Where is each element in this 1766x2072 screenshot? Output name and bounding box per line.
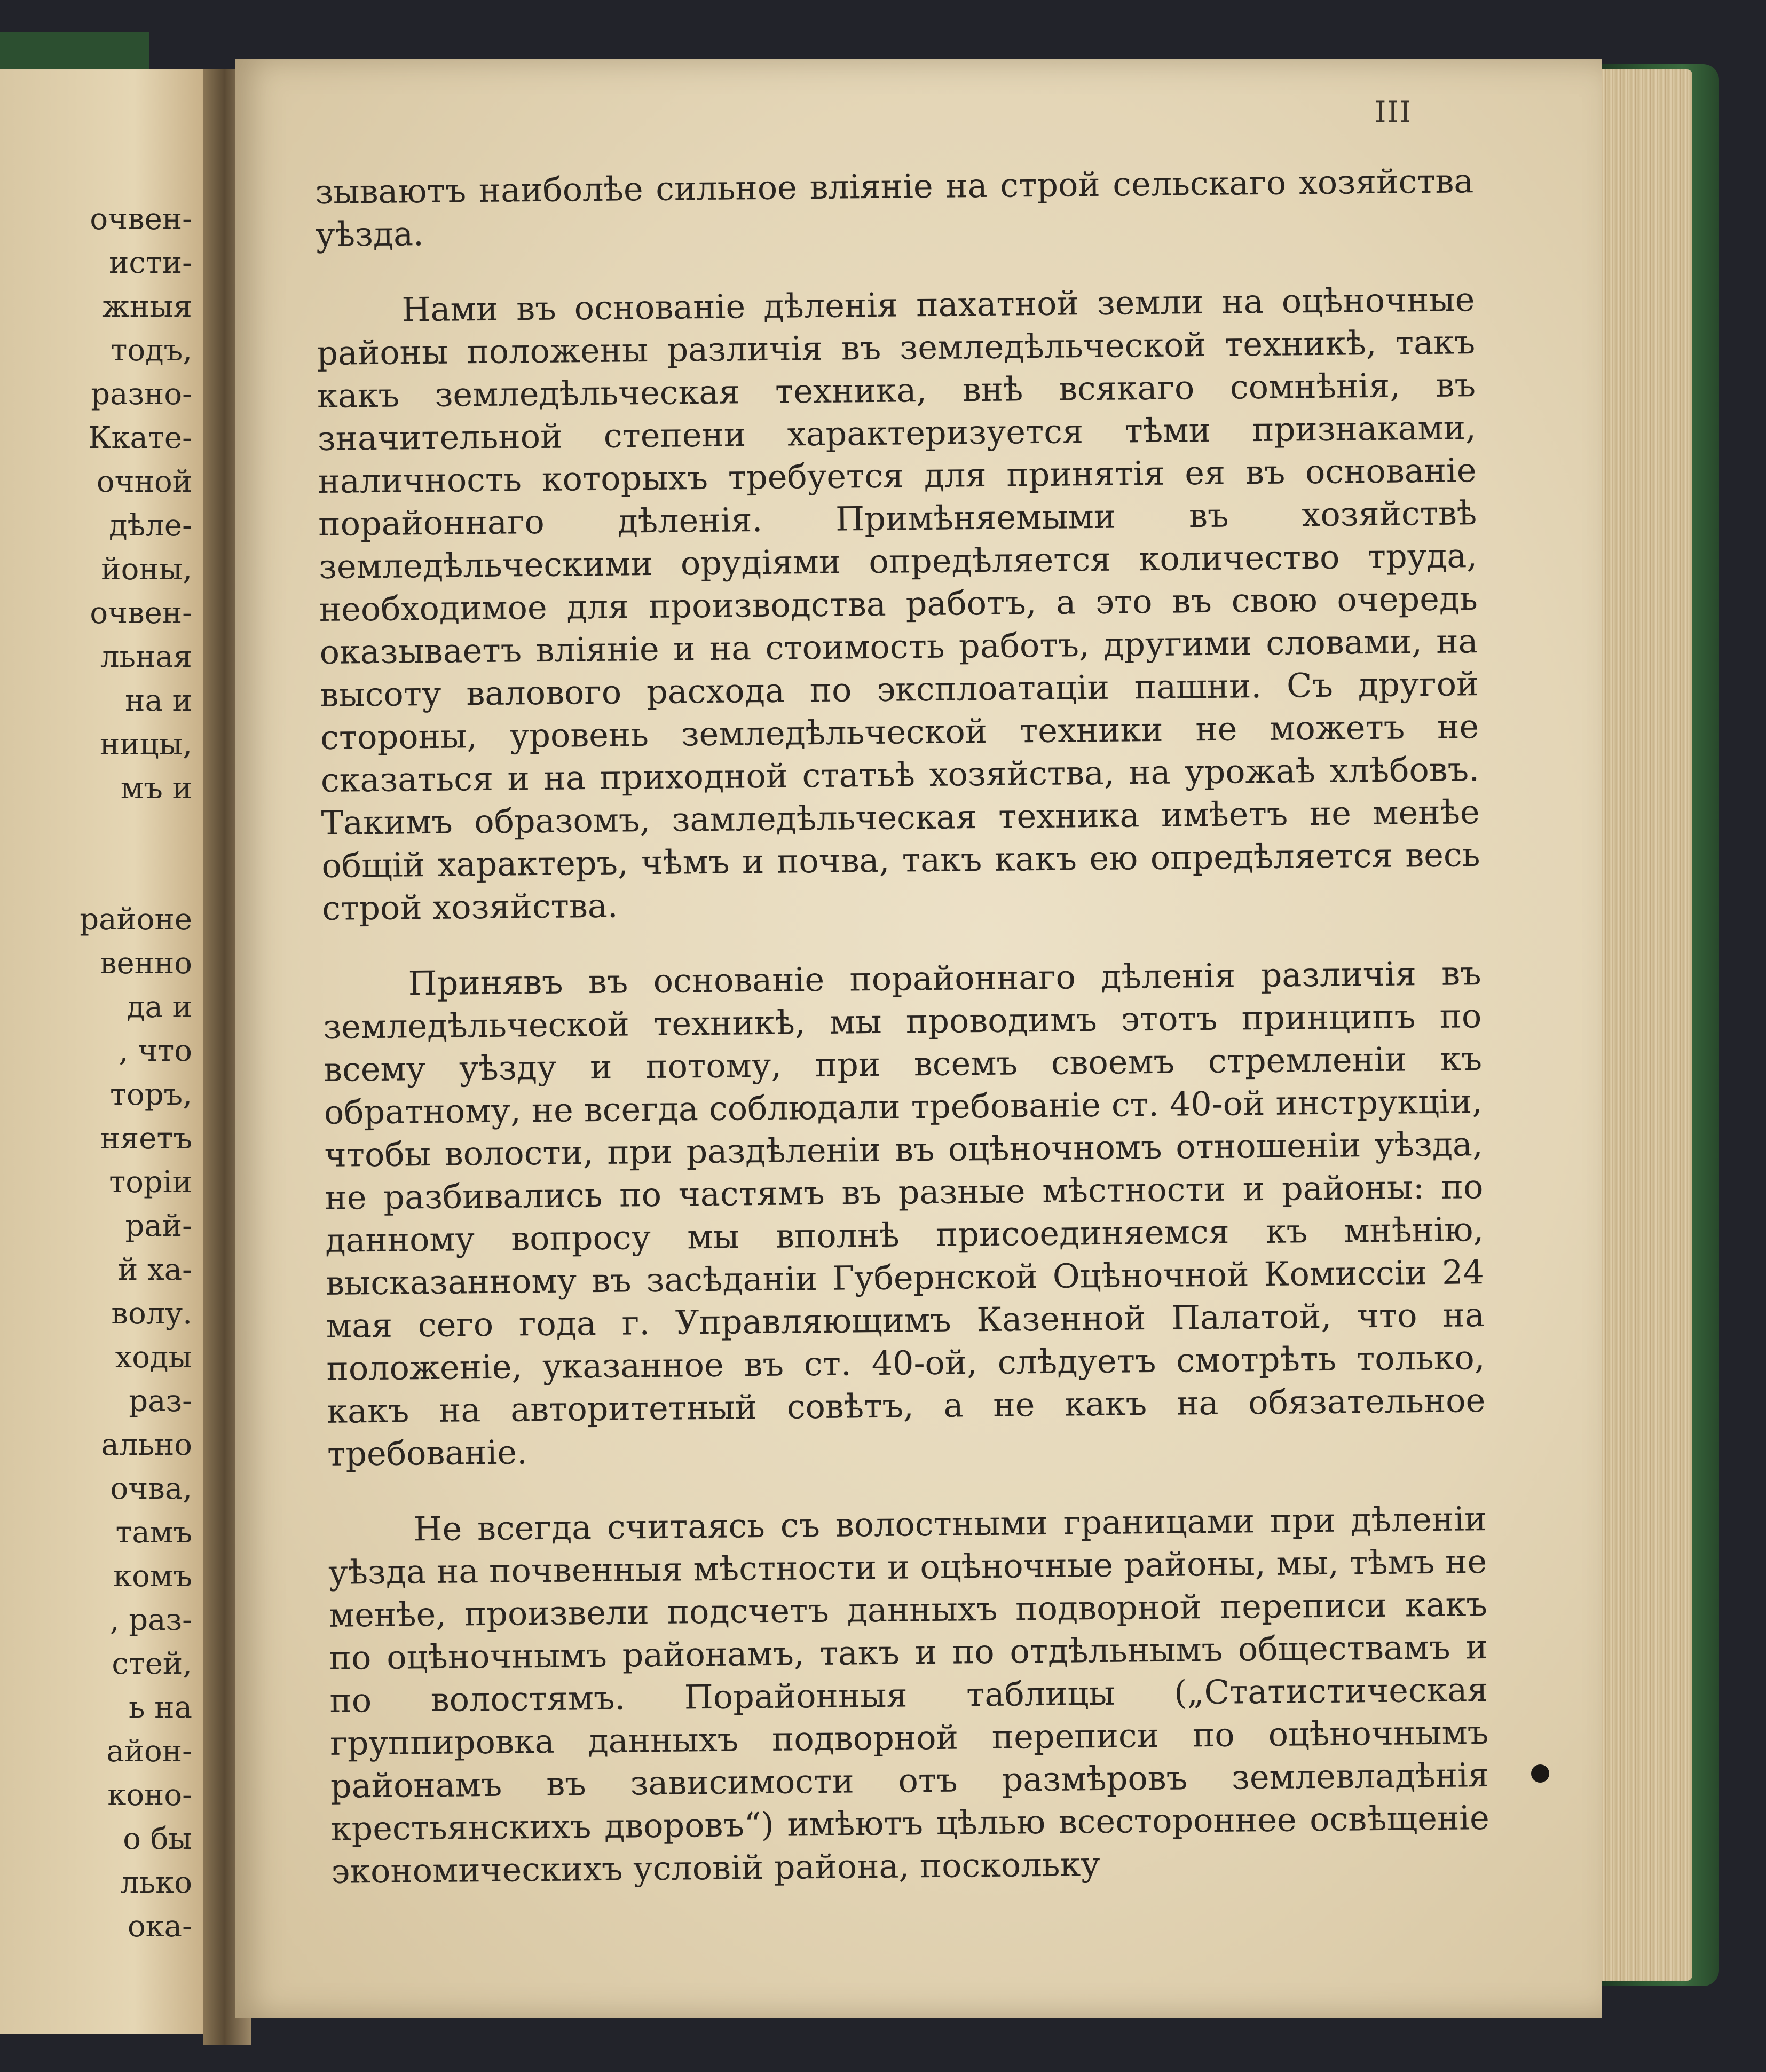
paragraph: Не всегда считаясь съ волостными границами при дѣленіи уѣзда на почвенныя мѣстности и оцѣночные районы, мы, тѣмъ не менѣе, произвели подсчетъ данныхъ подворной переписи какъ по оцѣночнымъ районамъ, такъ и по отдѣльнымъ обществамъ и по волостямъ. Порайонныя таблицы („Статистическая группировка данныхъ подворной переписи по оцѣночнымъ районамъ въ зависимости отъ размѣровъ землевладѣнія крестьянскихъ дворовъ“) имѣютъ цѣлью всестороннее освѣщеніе экономическихъ условій района, поскольку [328, 1499, 1490, 1891]
previous-page-line: дѣле- [109, 508, 192, 543]
previous-page-line: йоны, [101, 552, 192, 587]
ink-spot [1531, 1764, 1549, 1783]
previous-page-line: на и [125, 683, 192, 718]
previous-page-line: разно- [91, 377, 192, 412]
previous-page-line: ока- [127, 1909, 192, 1944]
previous-page-line: , что [119, 1034, 192, 1068]
previous-page-line: очвен- [90, 596, 192, 631]
previous-page-line: о бы [123, 1822, 192, 1856]
previous-page-line: рай- [125, 1209, 192, 1243]
page-text [315, 160, 1490, 1926]
previous-page-text [0, 198, 224, 1949]
previous-page-line: й ха- [117, 1252, 192, 1287]
previous-page-line: тодъ, [111, 333, 192, 368]
previous-page-line: ально [101, 1428, 192, 1462]
previous-page-line: няетъ [100, 1121, 192, 1156]
previous-page-line: ходы [115, 1340, 192, 1375]
previous-page-line: льная [100, 640, 192, 674]
paragraph-continuation: зываютъ наиболѣе сильное вліяніе на строй сельскаго хозяйства уѣзда. [315, 161, 1474, 254]
previous-page-line: да и [127, 990, 192, 1025]
previous-page-line: районе [80, 902, 192, 937]
previous-page-line: исти- [109, 246, 192, 280]
previous-page-line [0, 810, 224, 854]
previous-page-line: тамъ [115, 1515, 192, 1550]
previous-page-line: жныя [102, 289, 192, 324]
previous-page-line: раз- [129, 1384, 192, 1419]
book-cover-left-edge [0, 32, 149, 69]
page-number: III [1375, 95, 1412, 129]
previous-page-line: Ккате- [88, 421, 192, 455]
paragraph: Нами въ основаніе дѣленія пахатной земли на оцѣночные районы положены различія въ земледѣльческой техникѣ, такъ какъ земледѣльческая техника, внѣ всякаго сомнѣнія, въ значительной степени характеризуется тѣми признаками, наличность которыхъ требуется для принятія ея въ основаніе порайоннаго дѣленія. Примѣняемыми въ хозяйствѣ земледѣльческими орудіями опредѣляется количество труда, необходимое для производства работъ, а это въ свою очередь оказываетъ вліяніе и на стоимость работъ, другими словами, на высоту валового расхода по эксплоатаціи пашни. Съ другой стороны, уровень земледѣльческой техники не можетъ не сказаться и на приходной статьѣ хозяйства, на урожаѣ хлѣбовъ. Такимъ образомъ, замледѣльческая техника имѣетъ не менѣе общій характеръ, чѣмъ и почва, такъ какъ ею опредѣляется весь строй хозяйства. [316, 280, 1480, 928]
page-edges [1591, 69, 1692, 1981]
previous-page-line: стей, [112, 1646, 192, 1681]
previous-page-line: венно [99, 946, 192, 981]
previous-page-line: лько [120, 1865, 192, 1900]
previous-page-line: волу. [111, 1296, 192, 1331]
previous-page-line: мъ и [120, 771, 192, 806]
previous-page-line: комъ [113, 1559, 192, 1594]
previous-page-line: , раз- [109, 1603, 192, 1637]
previous-page-line: айон- [106, 1734, 192, 1769]
previous-page-line [0, 854, 224, 898]
previous-page-line: торіи [109, 1165, 192, 1200]
previous-page-line: коно- [107, 1778, 192, 1813]
previous-page-line: ницы, [99, 727, 192, 762]
previous-page-line: ь на [129, 1690, 192, 1725]
previous-page-line: очвен- [90, 202, 192, 237]
paragraph: Принявъ въ основаніе порайоннаго дѣленія различія въ земледѣльческой техникѣ, мы проводимъ этотъ принципъ по всему уѣзду и потому, при всемъ своемъ стремленіи къ обратному, не всегда соблюдали требованіе ст. 40-ой инструкціи, чтобы волости, при раздѣленіи въ оцѣночномъ отношеніи уѣзда, не разбивались по частямъ въ разные мѣстности и районы: по данному вопросу мы вполнѣ присоединяемся къ мнѣнію, высказанному въ засѣданіи Губернской Оцѣночной Комиссіи 24 мая сего года г. Управляющимъ Казенной Палатой, что на положеніе, указанное въ ст. 40-ой, слѣдуетъ смотрѣть только, какъ на авторитетный совѣтъ, а не какъ на обязательное требованіе. [323, 954, 1486, 1474]
previous-page-line: торъ, [110, 1077, 192, 1112]
previous-page-line: очва, [110, 1471, 192, 1506]
previous-page-line: очной [96, 464, 192, 499]
